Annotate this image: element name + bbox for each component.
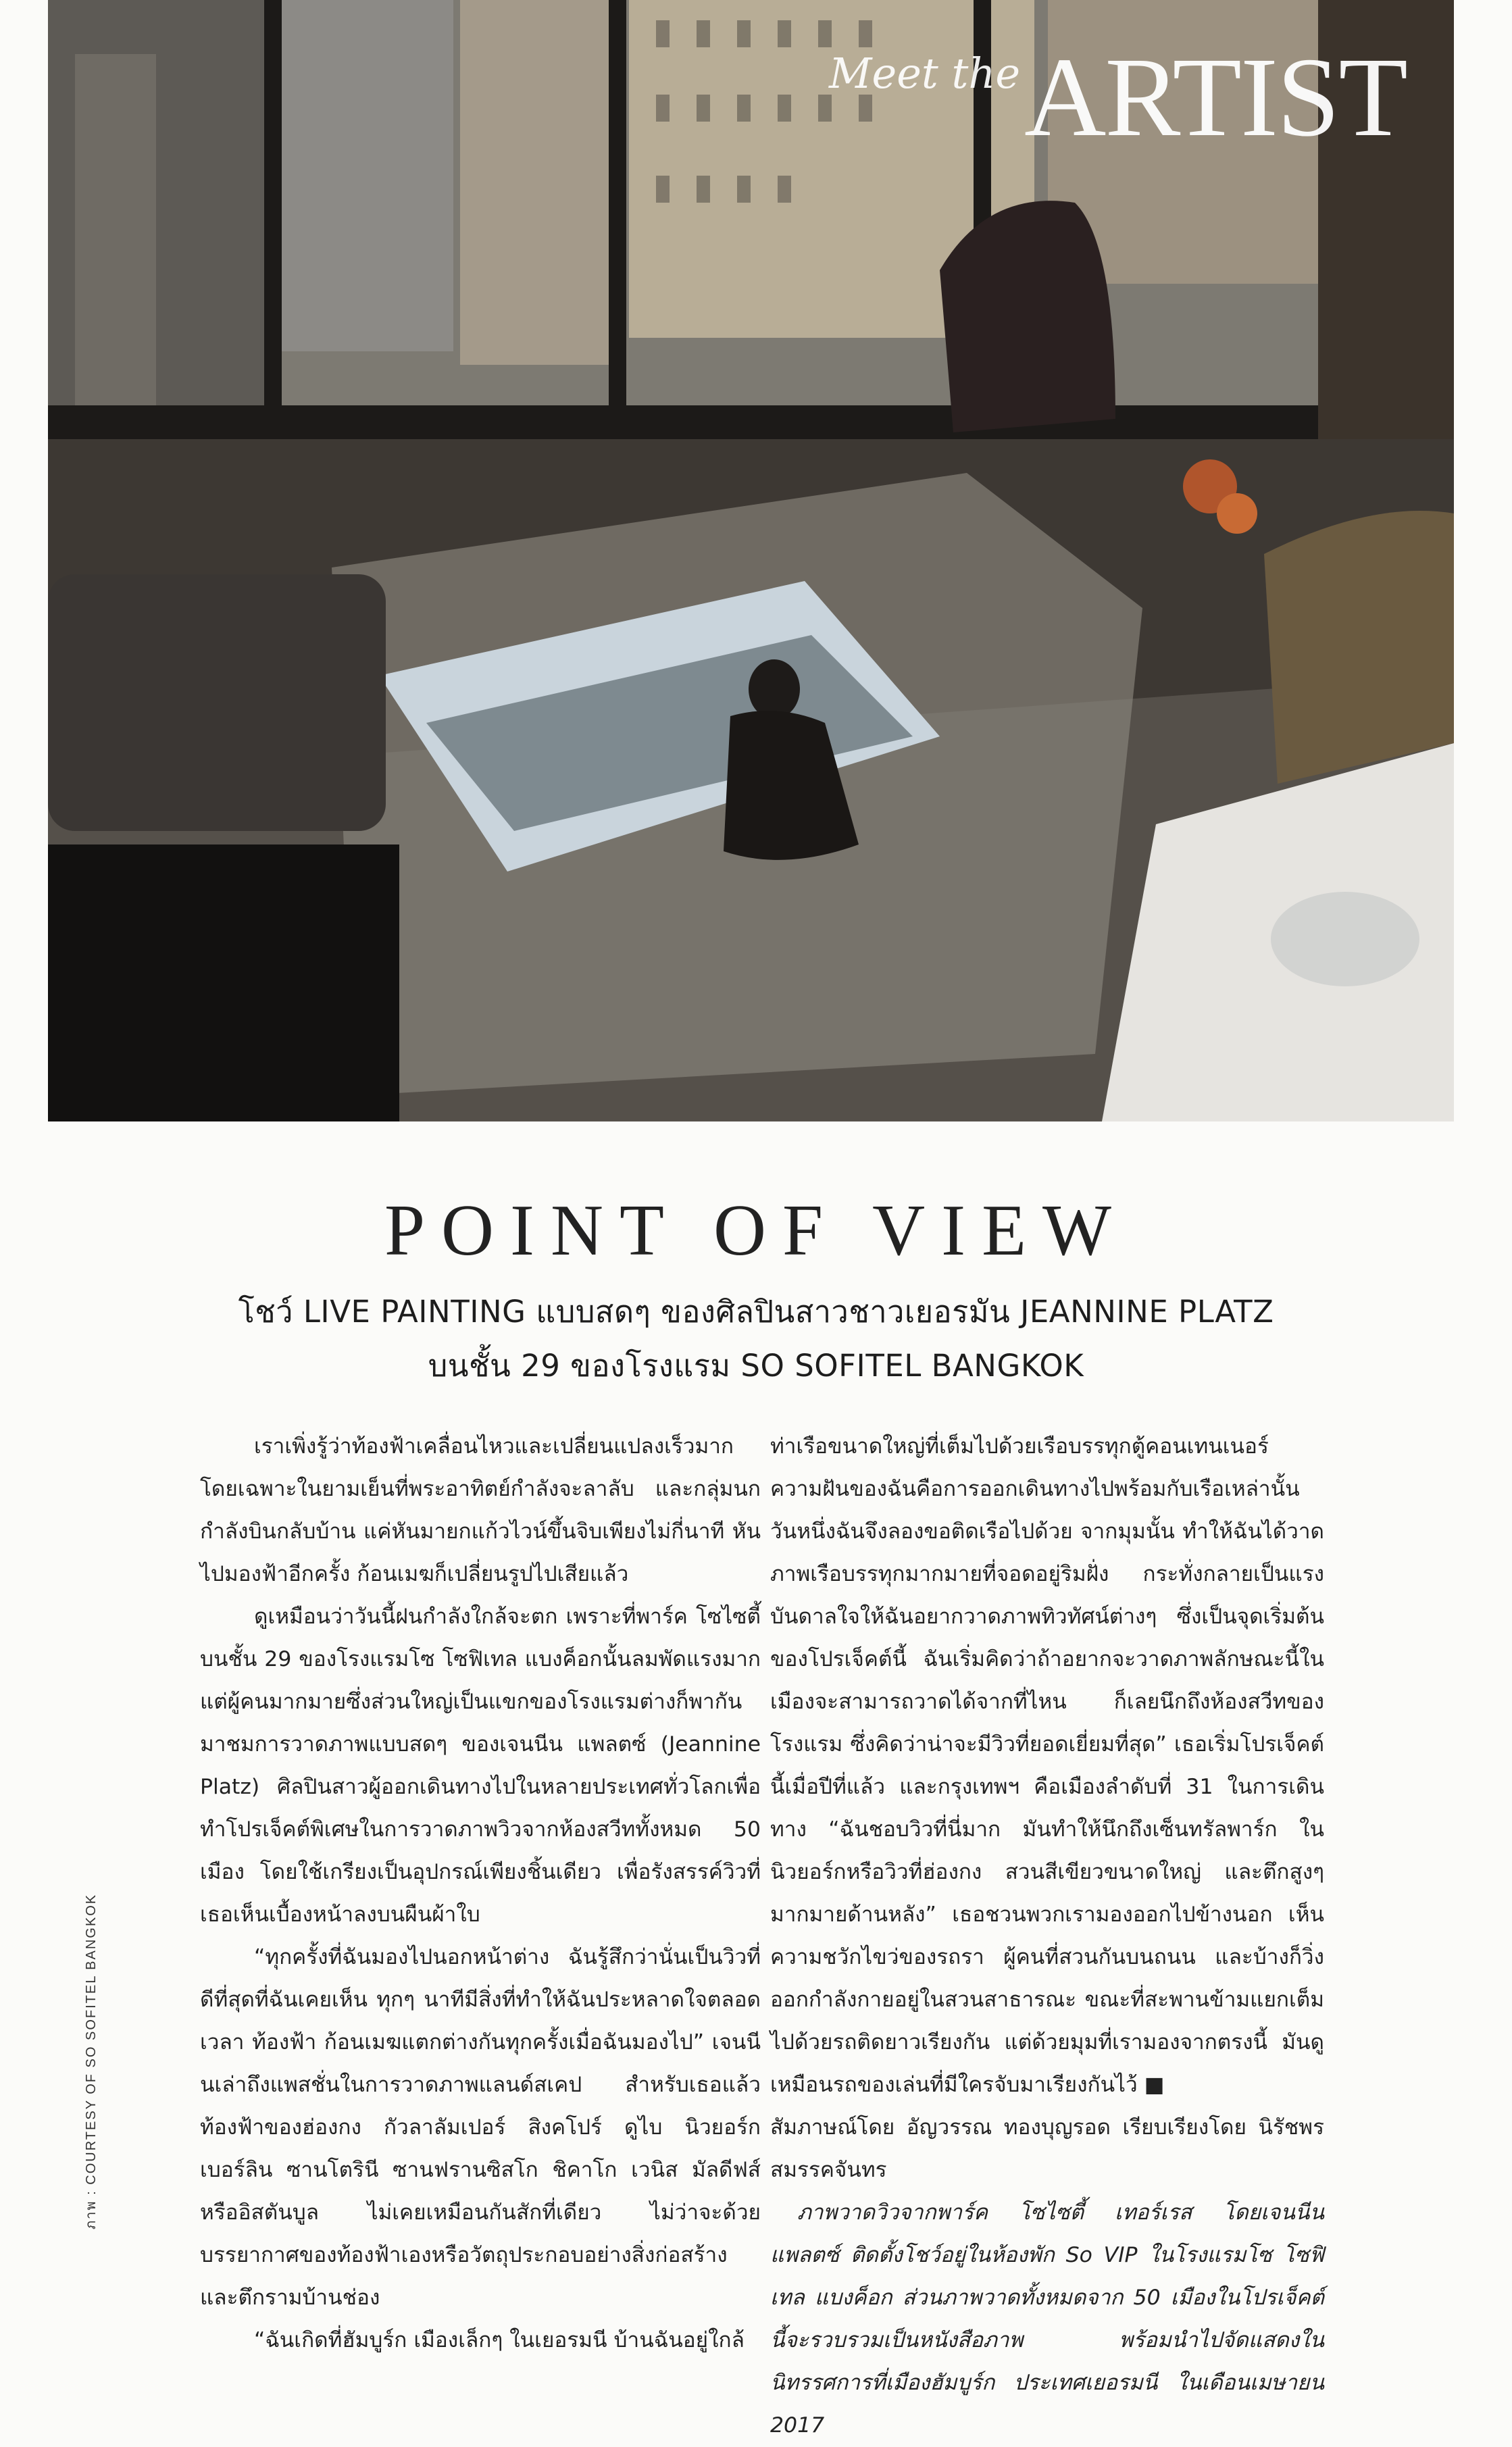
paragraph: เราเพิ่งรู้ว่าท้องฟ้าเคลื่อนไหวและเปลี่ยนแปลงเร็วมาก โดยเฉพาะในยามเย็นที่พระอาทิตย์กำลังจะลาลับ และกลุ่มนกกำลังบินกลับบ้าน แค่หันมายกแก้วไวน์ขึ้นจิบเพียงไม่กี่นาที หันไปมองฟ้าอีกครั้ง ก้อนเมฆก็เปลี่ยนรูปไปเสียแล้ว <box>200 1434 761 1586</box>
paragraph: ดูเหมือนว่าวันนี้ฝนกำลังใกล้จะตก เพราะที่พาร์ค โซไซตี้ บนชั้น 29 ของโรงแรมโซ โซฟิเทล แบงค็อกนั้นลมพัดแรงมาก แต่ผู้คนมากมายซึ่งส่วนใหญ่เป็นแขกของโรงแรมต่างก็พากันมาชมการวาดภาพแบบสดๆ ของเจนนีน แพลตซ์ (Jeannine Platz) ศิลปินสาวผู้ออกเดินทางไปในหลายประเทศทั่วโลกเพื่อทำโปรเจ็คต์พิเศษในการวาดภาพวิวจากห้องสวีททั้งหมด 50 เมือง โดยใช้เกรียงเป็นอุปกรณ์เพียงชิ้นเดียว เพื่อรังสรรค์วิวที่เธอเห็นเบื้องหน้าลงบนผืนผ้าใบ <box>200 1605 761 1927</box>
photo-caption: ภาพวาดวิวจากพาร์ค โซไซตี้ เทอร์เรส โดยเจนนีน แพลตซ์ ติดตั้งโชว์อยู่ในห้องพัก So VIP ในโรงแรมโซ โซฟิเทล แบงค็อก ส่วนภาพวาดทั้งหมดจาก 50 เมืองในโปรเจ็คต์นี้จะรวบรวมเป็นหนังสือภาพ พร้อมนำไปจัดแสดงในนิทรรศการที่เมืองฮัมบูร์ก ประเทศเยอรมนี ในเดือนเมษายน 2017 <box>770 2200 1324 2438</box>
section-title <box>829 34 1407 160</box>
paragraph: “ฉันเกิดที่ฮัมบูร์ก เมืองเล็กๆ ในเยอรมนี บ้านฉันอยู่ใกล้ <box>254 2328 745 2352</box>
article-headline: POINT OF VIEW <box>384 1190 1128 1271</box>
article-subhead-line1: โชว์ LIVE PAINTING แบบสดๆ ของศิลปินสาวชาวเยอรมัน JEANNINE PLATZ <box>238 1294 1274 1330</box>
article-column-right <box>770 1426 1324 2447</box>
article-column-left <box>200 1426 761 2362</box>
paragraph: ท่าเรือขนาดใหญ่ที่เต็มไปด้วยเรือบรรทุกตู้คอนเทนเนอร์ ความฝันของฉันคือการออกเดินทางไปพร้อมกับเรือเหล่านั้น วันหนึ่งฉันจึงลองขอติดเรือไปด้วย จากมุมนั้น ทำให้ฉันได้วาดภาพเรือบรรทุกมากมายที่จอดอยู่ริมฝั่ง กระทั่งกลายเป็นแรงบันดาลใจให้ฉันอยากวาดภาพทิวทัศน์ต่างๆ ซึ่งเป็นจุดเริ่มต้นของโปรเจ็คต์นี้ ฉันเริ่มคิดว่าถ้าอยากจะวาดภาพลักษณะนี้ในเมืองจะสามารถวาดได้จากที่ไหน ก็เลยนึกถึงห้องสวีทของโรงแรม ซึ่งคิดว่าน่าจะมีวิวที่ยอดเยี่ยมที่สุด” เธอเริ่มโปรเจ็คต์นี้เมื่อปีที่แล้ว และกรุงเทพฯ คือเมืองลำดับที่ 31 ในการเดินทาง “ฉันชอบวิวที่นี่มาก มันทำให้นึกถึงเซ็นทรัลพาร์ก ในนิวยอร์กหรือวิวที่ฮ่องกง สวนสีเขียวขนาดใหญ่ และตึกสูงๆ มากมายด้านหลัง” เธอชวนพวกเรามองออกไปข้างนอก เห็นความชวักไขว่ของรถรา ผู้คนที่สวนกันบนถนน และบ้างก็วิ่งออกกำลังกายอยู่ในสวนสาธารณะ ขณะที่สะพานข้ามแยกเต็มไปด้วยรถติดยาวเรียงกัน แต่ด้วยมุมที่เรามองจากตรงนี้ มันดูเหมือนรถของเล่นที่มีใครจับมาเรียงกันไว้ ■ <box>770 1434 1324 2097</box>
hero-photo-illustration <box>48 0 1454 1121</box>
section-title-script: Meet the <box>829 49 1021 98</box>
paragraph: “ทุกครั้งที่ฉันมองไปนอกหน้าต่าง ฉันรู้สึกว่านั่นเป็นวิวที่ดีที่สุดที่ฉันเคยเห็น ทุกๆ นาทีมีสิ่งที่ทำให้ฉันประหลาดใจตลอดเวลา ท้องฟ้า ก้อนเมฆแตกต่างกันทุกครั้งเมื่อฉันมองไป” เจนนีนเล่าถึงแพสชั่นในการวาดภาพแลนด์สเคป สำหรับเธอแล้ว ท้องฟ้าของฮ่องกง กัวลาลัมเปอร์ สิงคโปร์ ดูไบ นิวยอร์ก เบอร์ลิน ซานโตรินี ซานฟรานซิสโก ชิคาโก เวนิส มัลดีฟส์ หรืออิสตันบูล ไม่เคยเหมือนกันสักที่เดียว ไม่ว่าจะด้วยบรรยากาศของท้องฟ้าเองหรือวัตถุประกอบอย่างสิ่งก่อสร้างและตึกรามบ้านช่อง <box>200 1945 761 2310</box>
byline: สัมภาษณ์โดย อัญวรรณ ทองบุญรอด เรียบเรียงโดย นิรัชพร สมรรคจันทร <box>770 2115 1324 2182</box>
hero-photo <box>48 0 1454 1121</box>
section-title-big: ARTIST <box>1024 34 1407 160</box>
photo-credit: ภาพ : COURTESY OF SO SOFITEL BANGKOK <box>84 1893 99 2229</box>
article-subhead-line2: บนชั้น 29 ของโรงแรม SO SOFITEL BANGKOK <box>428 1348 1084 1384</box>
